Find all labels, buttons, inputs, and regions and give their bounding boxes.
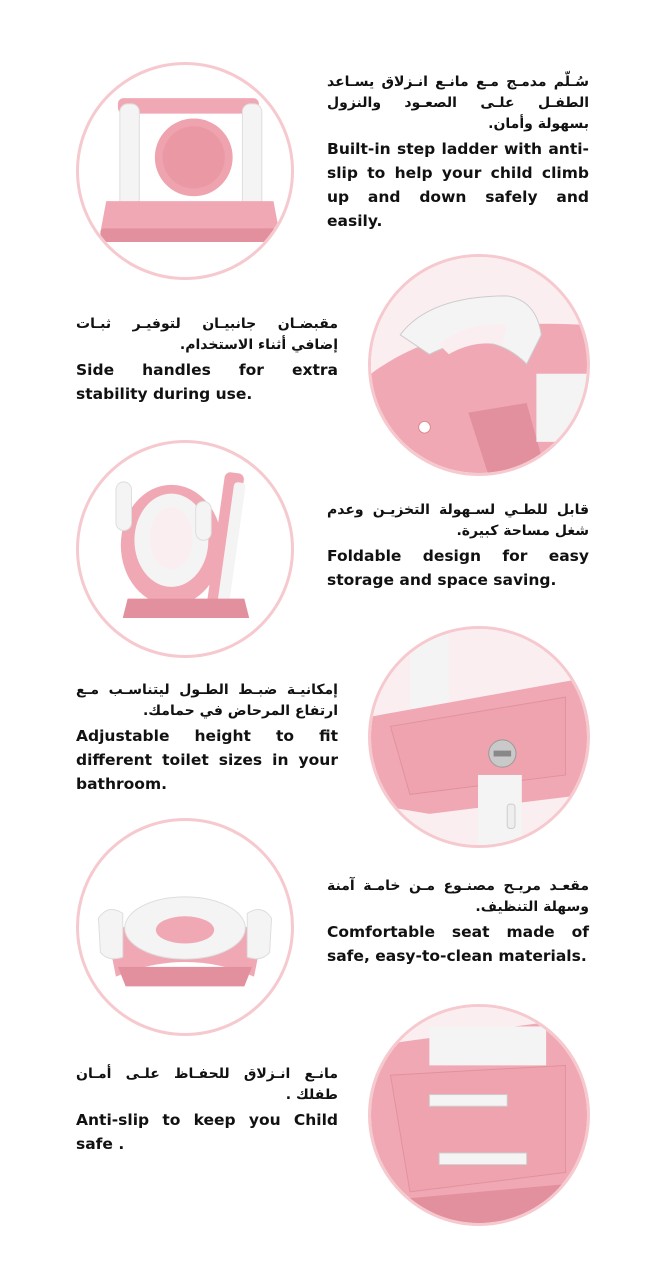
feature-arabic-text: قابل للطـي لسـهولة التخزيـن وعدم شغل مساحة كبيرة. xyxy=(327,502,589,539)
feature-english-text: Anti-slip to keep you Child safe . xyxy=(76,1111,338,1153)
feature-text-6 xyxy=(76,1064,338,1156)
feature-english-text: Adjustable height to fit different toilet sizes in your bathroom. xyxy=(76,727,338,793)
feature-image-side-handle xyxy=(368,254,590,476)
feature-english-text: Comfortable seat made of safe, easy-to-clean materials. xyxy=(327,923,589,965)
feature-arabic-text: إمكانيـة ضبـط الطـول ليتناسـب مـع ارتفاع المرحاض في حمامك. xyxy=(76,682,338,719)
foldable-ladder-icon xyxy=(79,443,291,655)
anti-slip-base-icon xyxy=(371,1007,587,1223)
height-adjust-knob-icon xyxy=(371,629,587,845)
feature-image-comfortable-seat xyxy=(76,818,294,1036)
feature-arabic-text: مقعـد مريـح مصنـوع مـن خامـة آمنة وسهلة التنظيف. xyxy=(327,878,589,915)
feature-arabic-text: مانـع انـزلاق للحفـاظ علـى أمـان طفلك . xyxy=(76,1066,338,1103)
feature-image-height-adjust xyxy=(368,626,590,848)
feature-text-2 xyxy=(76,314,338,406)
feature-english-text: Built-in step ladder with anti-slip to help your child climb up and down safely and easily. xyxy=(327,140,589,230)
feature-text-5 xyxy=(327,876,589,968)
feature-arabic-text: مقبضـان جانبيـان لتوفيـر ثبـات إضافي أثناء الاستخدام. xyxy=(76,316,338,353)
feature-english-text: Foldable design for easy storage and space saving. xyxy=(327,547,589,589)
padded-seat-icon xyxy=(79,821,291,1033)
feature-text-4 xyxy=(76,680,338,796)
feature-text-1 xyxy=(327,72,589,233)
feature-english-text: Side handles for extra stability during use. xyxy=(76,361,338,403)
feature-image-anti-slip xyxy=(368,1004,590,1226)
step-ladder-icon xyxy=(79,65,291,277)
feature-image-foldable xyxy=(76,440,294,658)
feature-arabic-text: سُـلّم مدمـج مـع مانـع انـزلاق يسـاعد الطفـل علـى الصعـود والنزول بسهولة وأمان. xyxy=(327,74,589,132)
side-handle-icon xyxy=(371,257,587,473)
feature-image-step-ladder xyxy=(76,62,294,280)
feature-text-3 xyxy=(327,500,589,592)
